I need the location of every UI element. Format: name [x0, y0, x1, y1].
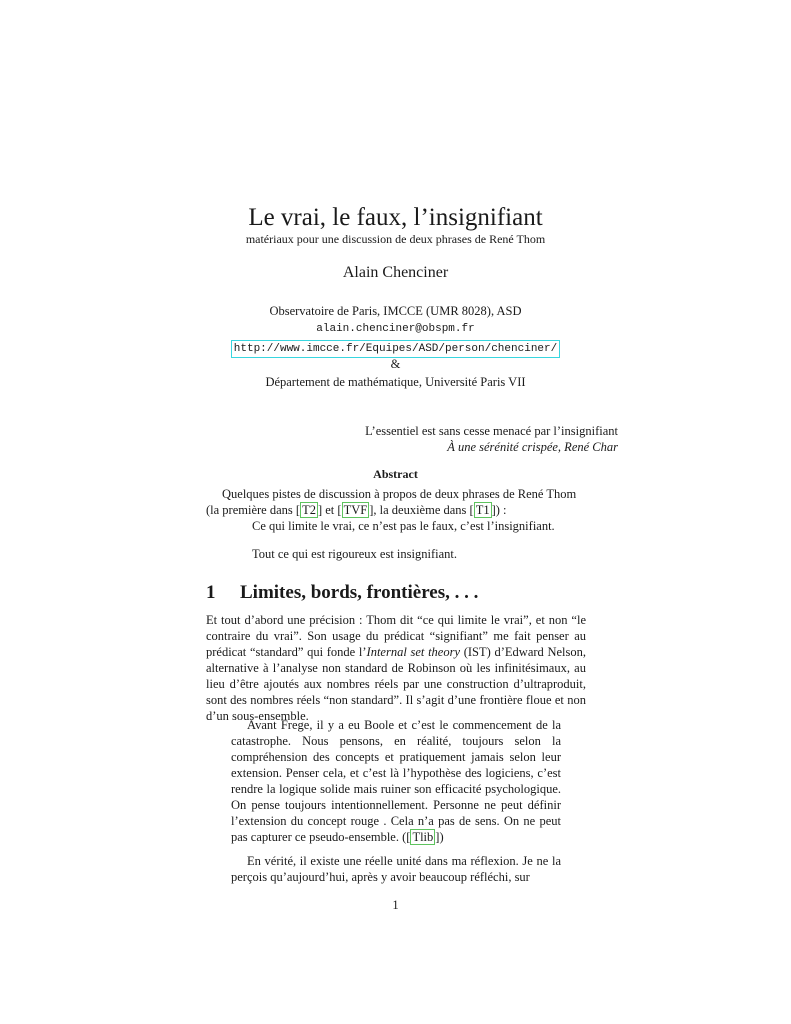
citation-t1[interactable]: T1 [475, 503, 490, 517]
block-quote-paragraph-2: En vérité, il existe une réelle unité dans ma réflexion. Je ne la perçois qu’aujourd’hui, après y avoir beaucoup réfléchi, sur [231, 854, 561, 884]
citation-tvf[interactable]: TVF [343, 503, 368, 517]
abstract-heading: Abstract [373, 467, 418, 481]
affiliation-1: Observatoire de Paris, IMCCE (UMR 8028), ASD [269, 304, 522, 318]
section-title: Limites, bords, frontières, . . . [240, 582, 479, 603]
section-number: 1 [206, 582, 216, 603]
ist-term: Internal set theory [366, 645, 461, 659]
paragraph-text-a: Et tout d’abord une précision : Thom dit “ce qui limite le vrai”, et non “le contraire du vrai”. Son usage du prédicat “signifiant” me fait penser au prédicat “standard” qui fonde l’ [206, 613, 586, 659]
affiliation-2: Département de mathématique, Université Paris VII [265, 375, 526, 389]
abstract-text-b: et [322, 503, 338, 517]
abstract-intro: Quelques pistes de discussion à propos de deux phrases de René Thom (la première dans [ T2 ] et [ TVF ], la deuxième dans [ T1 ]) : [206, 487, 577, 517]
abstract-text-d: ) : [495, 503, 507, 517]
abstract-text-c: , la deuxième dans [373, 503, 470, 517]
citation-tlib[interactable]: Tlib [412, 830, 434, 844]
epigraph-source: À une sérénité crispée, René Char [447, 440, 618, 454]
paper-subtitle: matériaux pour une discussion de deux phrases de René Thom [245, 232, 546, 246]
block-quote-text: Avant Frege, il y a eu Boole et c’est le commencement de la catastrophe. Nous pensons, en réalité, toujours selon la compréhension des concepts et pratiquement jamais selon leur extension. Penser cela, et c’est là l’hypothèse des logiciens, c’est rendre la logique solide mais ruiner son efficacité psychologique. On pense toujours intentionnellement. Personne ne peut définir l’extension du concept rouge . Cela n’a pas de sens. On ne peut pas capturer ce pseudo-ensemble. ( [231, 718, 561, 844]
page-number: 1 [392, 898, 399, 912]
ampersand: & [390, 357, 401, 371]
thom-block-quote: Avant Frege, il y a eu Boole et c’est le commencement de la catastrophe. Nous pensons, en réalité, toujours selon la compréhension des concepts et pratiquement jamais selon leur extension. Penser cela, et c’est là l’hypothèse des logiciens, c’est rendre la logique solide mais ruiner son efficacité psychologique. On pense toujours intentionnellement. Personne ne peut définir l’extension du concept rouge . Cela n’a pas de sens. On ne peut pas capturer ce pseudo-ensemble. ([ Tlib ]) En vérité, il existe une réelle unité dans ma réflexion. Je ne la perçois qu’aujourd’hui, après y avoir beaucoup réfléchi, sur [231, 718, 561, 884]
block-quote-close: ) [439, 830, 444, 844]
author-email: alain.chenciner@obspm.fr [316, 323, 475, 335]
epigraph-quote: L’essentiel est sans cesse menacé par l’insignifiant [365, 424, 618, 438]
paragraph-text-b: (IST) d’Edward Nelson, alternative à l’analyse non standard de Robinson où les infinitésimaux, au lieu d’être ajoutés aux nombres réels par une construction d’ultraproduit, sont des nombres réels “non standard”. Il s’agit d’une frontière floue et non d’un sous-ensemble. [206, 645, 587, 723]
section-paragraph [206, 612, 586, 724]
thom-quote-1: Ce qui limite le vrai, ce n’est pas le faux, c’est l’insignifiant. [252, 519, 555, 533]
paper-title: Le vrai, le faux, l’insignifiant [248, 204, 543, 231]
abstract-text-a: Quelques pistes de discussion à propos de deux phrases de René Thom (la première dans [206, 487, 577, 517]
citation-t2[interactable]: T2 [302, 503, 316, 517]
author-name: Alain Chenciner [342, 264, 449, 281]
section-heading [206, 580, 478, 606]
thom-quote-2: Tout ce qui est rigoureux est insignifiant. [252, 547, 457, 561]
homepage-link[interactable]: http://www.imcce.fr/Equipes/ASD/person/chenciner/ [231, 340, 560, 358]
